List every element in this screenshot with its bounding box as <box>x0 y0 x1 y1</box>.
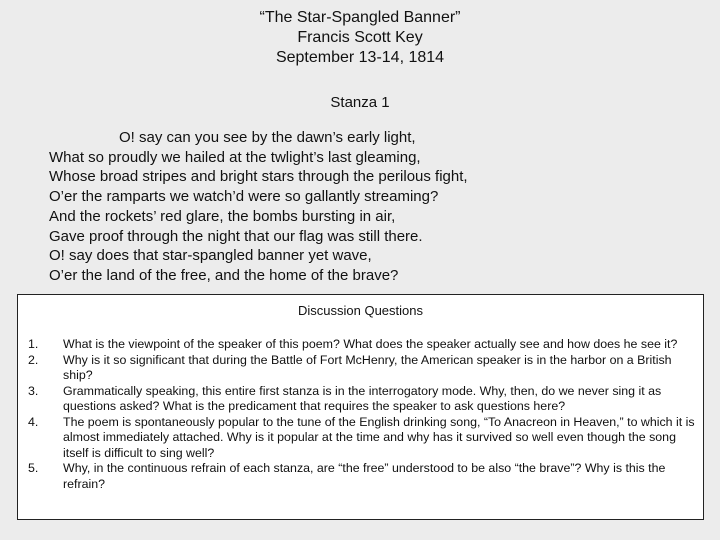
poem-author: Francis Scott Key <box>297 29 423 46</box>
poem-line: Whose broad stripes and bright stars through the perilous fight, <box>49 168 468 186</box>
poem-line: O! say does that star-spangled banner yet wave, <box>49 247 372 265</box>
poem-line: O’er the land of the free, and the home of the brave? <box>49 266 399 284</box>
question-text: Grammatically speaking, this entire first stanza is in the interrogatory mode. Why, then, do we never sing it as questions asked? What is the predicament that requires the speaker to ask questions here? <box>63 383 662 413</box>
stanza-title: Stanza 1 <box>330 94 390 111</box>
question-number: 3. <box>28 383 39 398</box>
question-text: The poem is spontaneously popular to the tune of the English drinking song, “To Anacreon in Heaven,” to which it is almost immediately attached. Why is it popular at the time and why has it survived so well even though the song itself is difficult to sing well? <box>63 414 695 460</box>
poem-line: O! say can you see by the dawn’s early light, <box>119 129 416 146</box>
poem-date: September 13-14, 1814 <box>275 49 445 66</box>
question-number: 5. <box>28 461 39 475</box>
question-number: 2. <box>28 352 39 367</box>
question-list <box>28 337 698 492</box>
question-item <box>28 461 698 492</box>
poem-line: And the rockets’ red glare, the bombs bursting in air, <box>49 207 396 225</box>
poem-title: “The Star-Spangled Banner” <box>259 9 461 26</box>
poem-line: What so proudly we hailed at the twlight’s last gleaming, <box>49 148 421 166</box>
question-item <box>28 337 698 353</box>
question-text: Why is it so significant that during the Battle of Fort McHenry, the American speaker is in the harbor on a British ship? <box>63 352 672 382</box>
question-item <box>28 415 698 462</box>
poem-stanza <box>49 128 689 286</box>
question-text: Why, in the continuous refrain of each stanza, are “the free” understood to be also “the brave”? Why is this the refrain? <box>63 461 666 491</box>
question-text: What is the viewpoint of the speaker of this poem? What does the speaker actually see and how does he see it? <box>63 337 678 351</box>
discussion-title: Discussion Questions <box>298 303 423 318</box>
poem-line: Gave proof through the night that our flag was still there. <box>49 227 423 245</box>
question-number: 1. <box>28 337 39 351</box>
header <box>0 8 720 68</box>
question-number: 4. <box>28 414 39 429</box>
discussion-box <box>17 294 704 520</box>
question-item <box>28 384 698 415</box>
poem-line: O’er the ramparts we watch’d were so gallantly streaming? <box>49 188 439 206</box>
question-item <box>28 353 698 384</box>
